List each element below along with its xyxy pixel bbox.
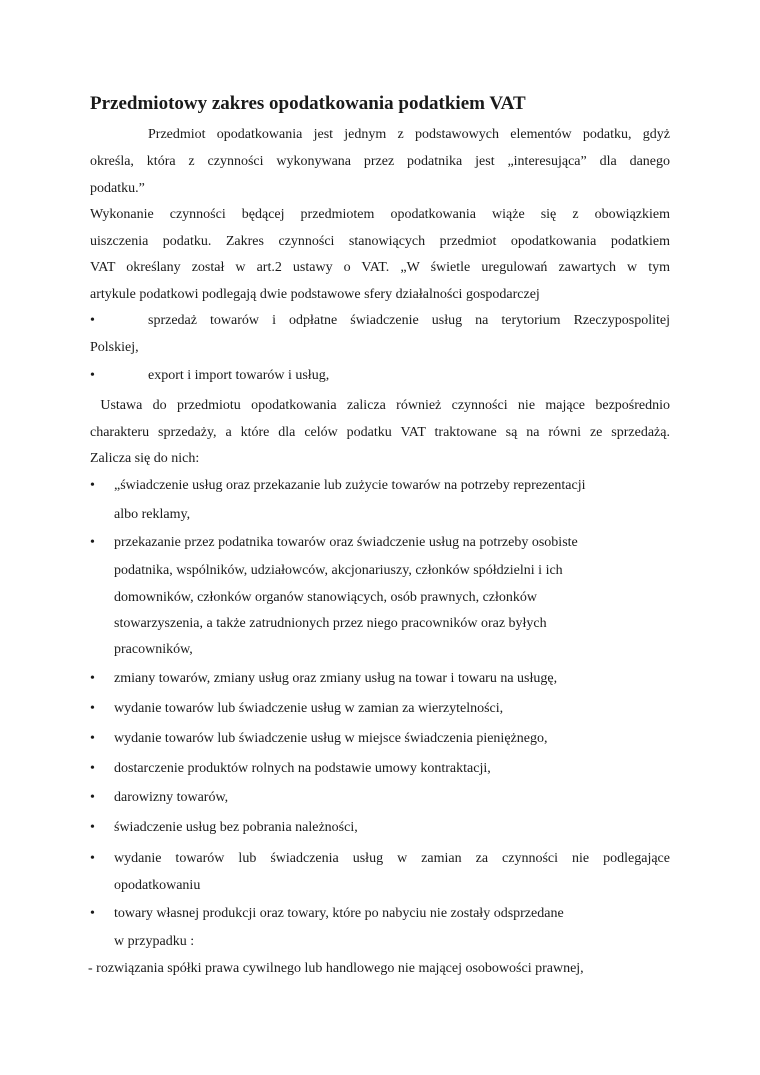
list-item: dostarczenie produktów rolnych na podstawie umowy kontraktacji, (114, 761, 491, 776)
paragraph-line: VAT określany został w art.2 ustawy o VAT. „W świetle uregulowań zawartych w tym (90, 260, 670, 275)
paragraph-line: charakteru sprzedaży, a które dla celów podatku VAT traktowane są na równi ze sprzedażą. (90, 425, 670, 440)
bullet-icon: • (90, 368, 95, 383)
page-title: Przedmiotowy zakres opodatkowania podatkiem VAT (90, 93, 526, 114)
list-item: export i import towarów i usług, (148, 368, 330, 383)
paragraph-line: Ustawa do przedmiotu opodatkowania zalicza również czynności nie mające bezpośrednio (90, 398, 670, 413)
paragraph-line: Zalicza się do nich: (90, 451, 200, 466)
paragraph-line: Przedmiot opodatkowania jest jednym z podstawowych elementów podatku, gdyż (148, 127, 670, 142)
list-item: opodatkowaniu (114, 878, 201, 893)
bullet-icon: • (90, 313, 95, 328)
list-item: wydanie towarów lub świadczenie usług w zamian za wierzytelności, (114, 701, 504, 716)
bullet-icon: • (90, 731, 95, 746)
paragraph-line: uiszczenia podatku. Zakres czynności stanowiących przedmiot opodatkowania podatkiem (90, 234, 670, 249)
list-item: „świadczenie usług oraz przekazanie lub zużycie towarów na potrzeby reprezentacji (114, 478, 586, 493)
list-item: wydanie towarów lub świadczenia usług w zamian za czynności nie podlegające (114, 851, 670, 866)
list-item: w przypadku : (114, 934, 195, 949)
bullet-icon: • (90, 906, 95, 921)
list-item: świadczenie usług bez pobrania należności, (114, 820, 358, 835)
list-item: pracowników, (114, 642, 193, 657)
list-item: darowizny towarów, (114, 790, 229, 805)
list-item: albo reklamy, (114, 507, 191, 522)
bullet-icon: • (90, 820, 95, 835)
bullet-icon: • (90, 851, 95, 866)
list-item: towary własnej produkcji oraz towary, które po nabyciu nie zostały odsprzedane (114, 906, 564, 921)
list-item: przekazanie przez podatnika towarów oraz świadczenie usług na potrzeby osobiste (114, 535, 578, 550)
bullet-icon: • (90, 701, 95, 716)
list-item: wydanie towarów lub świadczenie usług w miejsce świadczenia pieniężnego, (114, 731, 548, 746)
paragraph-line: określa, która z czynności wykonywana przez podatnika jest „interesująca” dla danego (90, 154, 670, 169)
list-item: stowarzyszenia, a także zatrudnionych przez niego pracowników oraz byłych (114, 616, 547, 631)
bullet-icon: • (90, 535, 95, 550)
bullet-icon: • (90, 790, 95, 805)
list-item: zmiany towarów, zmiany usług oraz zmiany usług na towar i towaru na usługę, (114, 671, 558, 686)
list-item-continuation: Polskiej, (90, 340, 139, 355)
bullet-icon: • (90, 478, 95, 493)
list-item: sprzedaż towarów i odpłatne świadczenie usług na terytorium Rzeczypospolitej (148, 313, 670, 328)
bullet-icon: • (90, 671, 95, 686)
bullet-icon: • (90, 761, 95, 776)
list-item: domowników, członków organów stanowiących, osób prawnych, członków (114, 590, 538, 605)
paragraph-line: Wykonanie czynności będącej przedmiotem opodatkowania wiąże się z obowiązkiem (90, 207, 670, 222)
paragraph-line: podatku.” (90, 181, 145, 196)
list-item: podatnika, wspólników, udziałowców, akcjonariuszy, członków spółdzielni i ich (114, 563, 563, 578)
dash-line: - rozwiązania spółki prawa cywilnego lub handlowego nie mającej osobowości prawnej, (88, 961, 584, 976)
paragraph-line: artykule podatkowi podlegają dwie podstawowe sfery działalności gospodarczej (90, 287, 540, 302)
